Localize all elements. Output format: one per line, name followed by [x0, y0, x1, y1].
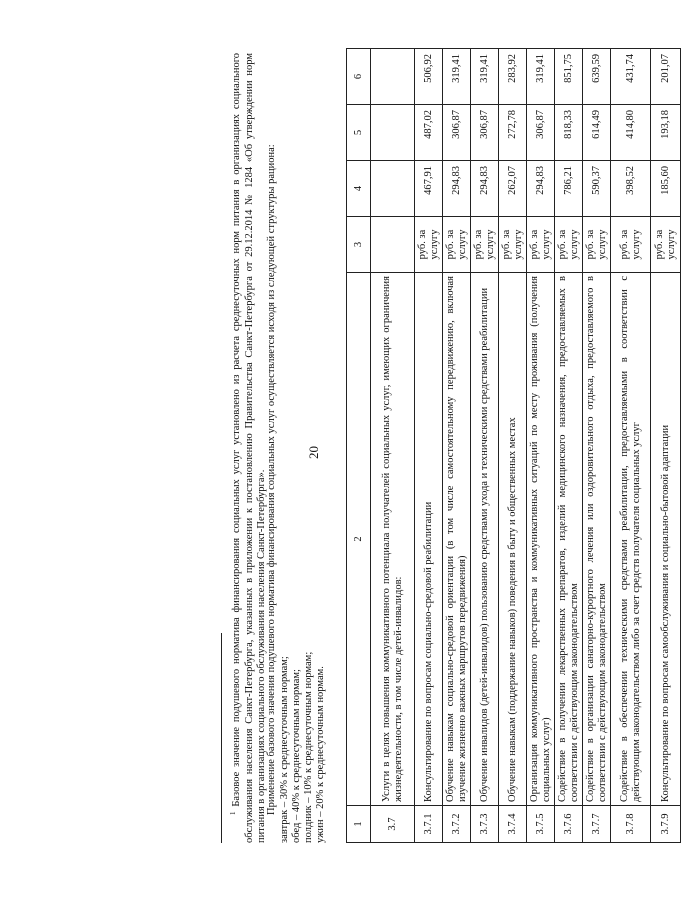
- value-cell: 201,07: [651, 49, 681, 105]
- ration-item: ужин – 20% к среднесуточным нормам.: [315, 666, 326, 843]
- column-number: 6: [347, 49, 371, 105]
- unit-cell: руб. за услугу: [555, 217, 583, 273]
- value-cell: 185,60: [651, 161, 681, 217]
- service-code: 3.7: [371, 806, 415, 843]
- value-cell: 262,07: [499, 161, 527, 217]
- service-code: 3.7.2: [443, 806, 471, 843]
- value-cell: 294,83: [527, 161, 555, 217]
- value-cell: 283,92: [499, 49, 527, 105]
- service-code: 3.7.5: [527, 806, 555, 843]
- unit-cell: руб. за услугу: [611, 217, 651, 273]
- unit-cell: руб. за услугу: [499, 217, 527, 273]
- service-code: 3.7.1: [415, 806, 443, 843]
- value-cell: 487,02: [415, 105, 443, 161]
- service-name: Организация коммуникативного пространства и коммуникативных ситуаций по месту проживания (получения социальных услуг): [527, 273, 555, 806]
- value-cell: 786,21: [555, 161, 583, 217]
- table-row: [499, 49, 527, 843]
- value-cell: 414,80: [611, 105, 651, 161]
- value-cell: 639,59: [583, 49, 611, 105]
- footnote-separator: [221, 633, 222, 843]
- unit-cell: руб. за услугу: [471, 217, 499, 273]
- service-name: Консультирование по вопросам самообслуживания и социально-бытовой адаптации: [651, 273, 681, 806]
- table-row: [555, 49, 583, 843]
- tariff-table: [346, 48, 681, 843]
- footnote-text: Базовое значение подушевого норматива финансирования социальных услуг установлено из расчета среднесуточных норм питания в организациях социального обслуживания населения Санкт-Петербурга, указанных в приложении к постановлению Правительства Санкт-Петербурга от 29.12.2014 № 1284 «Об утверждении норм питания в организациях социального обслуживания населения Санкт-Петербурга».: [231, 53, 267, 843]
- value-cell: 294,83: [471, 161, 499, 217]
- unit-cell: руб. за услугу: [443, 217, 471, 273]
- unit-cell: руб. за услугу: [415, 217, 443, 273]
- ration-item: завтрак – 30% к среднесуточным нормам;: [279, 656, 290, 843]
- service-name: Услуги в целях повышения коммуникативного потенциала получателей социальных услуг, имеющих ограничения жизнедеятельности, в том числе детей-инвалидов:: [371, 273, 415, 806]
- table-row: [471, 49, 499, 843]
- column-number: 4: [347, 161, 371, 217]
- service-name: Обучение инвалидов (детей-инвалидов) пользованию средствами ухода и техническими средствами реабилитации: [471, 273, 499, 806]
- service-code: 3.7.3: [471, 806, 499, 843]
- value-cell: 193,18: [651, 105, 681, 161]
- footnote-paragraph: Применение базового значения подушевого норматива финансирования социальных услуг осуществляется исходя из следующей структуры рациона:: [266, 144, 277, 815]
- value-cell: [371, 105, 415, 161]
- value-cell: [371, 49, 415, 105]
- value-cell: 272,78: [499, 105, 527, 161]
- value-cell: 818,33: [555, 105, 583, 161]
- table-row: [611, 49, 651, 843]
- service-name: Содействие в получении лекарственных препаратов, изделий медицинского назначения, предоставляемых в соответствии с действующим законодательством: [555, 273, 583, 806]
- table-row: [371, 49, 415, 843]
- service-code: 3.7.8: [611, 806, 651, 843]
- service-code: 3.7.7: [583, 806, 611, 843]
- service-name: Обучение навыкам социально-средовой ориентации (в том числе самостоятельному передвижению, включая изучение жизненно важных маршрутов передвижения): [443, 273, 471, 806]
- value-cell: 590,37: [583, 161, 611, 217]
- value-cell: 306,87: [471, 105, 499, 161]
- value-cell: 467,91: [415, 161, 443, 217]
- table-row: [651, 49, 681, 843]
- value-cell: 851,75: [555, 49, 583, 105]
- value-cell: 294,83: [443, 161, 471, 217]
- ration-item: обед – 40% к среднесуточным нормам;: [291, 669, 302, 843]
- service-name: Консультирование по вопросам социально-средовой реабилитации: [415, 273, 443, 806]
- unit-cell: [371, 217, 415, 273]
- footnote-marker: 1: [229, 811, 237, 815]
- page-number: 20: [306, 446, 321, 459]
- column-number: 2: [347, 273, 371, 806]
- table-row: [443, 49, 471, 843]
- value-cell: 319,41: [471, 49, 499, 105]
- unit-cell: руб. за услугу: [527, 217, 555, 273]
- service-code: 3.7.9: [651, 806, 681, 843]
- value-cell: 614,49: [583, 105, 611, 161]
- service-code: 3.7.6: [555, 806, 583, 843]
- table-header-row: [347, 49, 371, 843]
- table-row: [527, 49, 555, 843]
- unit-cell: руб. за услугу: [583, 217, 611, 273]
- value-cell: 306,87: [527, 105, 555, 161]
- value-cell: 306,87: [443, 105, 471, 161]
- value-cell: 319,41: [527, 49, 555, 105]
- service-name: Обучение навыкам (поддержание навыков) поведения в быту и общественных местах: [499, 273, 527, 806]
- service-name: Содействие в организации санаторно-курортного лечения или оздоровительного отдыха, предоставляемого в соответствии с действующим законодательством: [583, 273, 611, 806]
- unit-cell: руб. за услугу: [651, 217, 681, 273]
- service-name: Содействие в обеспечении техническими средствами реабилитации, предоставляемыми в соответствии с действующим законодательством либо за счет средств получателя социальных услуг: [611, 273, 651, 806]
- table-row: [583, 49, 611, 843]
- ration-item: полдник – 10% к среднесуточным нормам;: [303, 651, 314, 843]
- column-number: 5: [347, 105, 371, 161]
- value-cell: [371, 161, 415, 217]
- value-cell: 398,52: [611, 161, 651, 217]
- value-cell: 506,92: [415, 49, 443, 105]
- column-number: 3: [347, 217, 371, 273]
- service-code: 3.7.4: [499, 806, 527, 843]
- value-cell: 431,74: [611, 49, 651, 105]
- table-row: [415, 49, 443, 843]
- column-number: 1: [347, 806, 371, 843]
- footnote-paragraph: [227, 53, 269, 843]
- value-cell: 319,41: [443, 49, 471, 105]
